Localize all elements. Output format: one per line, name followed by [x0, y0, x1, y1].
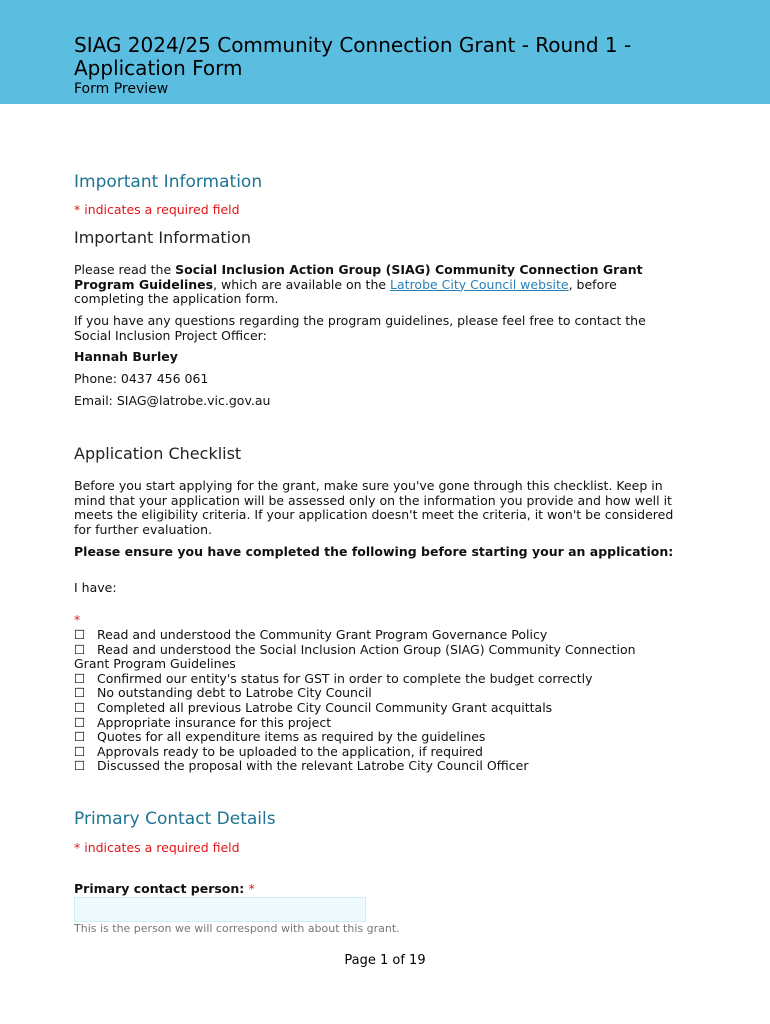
checkbox-icon[interactable]: ☐ — [74, 758, 86, 774]
contact-name: Hannah Burley — [74, 349, 178, 364]
guidelines-name: Social Inclusion Action Group (SIAG) Community Connection Grant Program Guidelines — [74, 262, 643, 292]
primary-contact-hint: This is the person we will correspond with about this grant. — [74, 922, 400, 935]
checklist-required-star: * — [74, 612, 81, 627]
primary-contact-section-title: Primary Contact Details — [74, 809, 276, 829]
form-title: SIAG 2024/25 Community Connection Grant - Round 1 - Application Form — [74, 33, 632, 80]
i-have-label: I have: — [74, 580, 117, 595]
contact-email: Email: SIAG@latrobe.vic.gov.au — [74, 393, 271, 408]
page-number: Page 1 of 19 — [344, 953, 426, 968]
required-star: * — [248, 881, 255, 896]
checklist-item[interactable]: ☐ Discussed the proposal with the relevant Latrobe City Council Officer — [74, 758, 529, 774]
checklist-item[interactable]: ☐ Confirmed our entity's status for GST in order to complete the budget correctly — [74, 670, 593, 686]
checklist-intro: Before you start applying for the grant, make sure you've gone through this checklist. Keep in mind that your application will be assessed only on the information you provide and how well it meets the eligibility criteria. If your application doesn't meet the criteria, it won't be considered for further evaluation. — [74, 478, 674, 537]
checkbox-icon[interactable]: ☐ — [74, 670, 86, 686]
required-field-note: * indicates a required field — [74, 840, 240, 855]
required-field-note: * indicates a required field — [74, 202, 240, 217]
guidelines-suffix: , before completing the application form. — [74, 276, 617, 307]
checklist-item[interactable]: ☐ Quotes for all expenditure items as required by the guidelines — [74, 729, 486, 745]
guidelines-prefix: Please read the — [74, 262, 176, 277]
primary-contact-input[interactable] — [74, 897, 366, 922]
checkbox-icon[interactable]: ☐ — [74, 685, 86, 701]
checklist-heading: Application Checklist — [74, 444, 242, 463]
checkbox-icon[interactable]: ☐ — [74, 743, 86, 759]
checklist-item[interactable]: ☐ Approvals ready to be uploaded to the application, if required — [74, 743, 483, 759]
checkbox-icon[interactable]: ☐ — [74, 641, 86, 657]
checkbox-icon[interactable]: ☐ — [74, 699, 86, 715]
primary-contact-label: Primary contact person: * — [74, 881, 255, 896]
council-website-link[interactable]: Latrobe City Council website — [390, 276, 569, 292]
checklist-item[interactable]: ☐ Completed all previous Latrobe City Council Community Grant acquittals — [74, 699, 553, 715]
checklist-item[interactable]: ☐ Read and understood the Community Grant Program Governance Policy — [74, 627, 548, 642]
checklist-item[interactable]: ☐ No outstanding debt to Latrobe City Council — [74, 685, 372, 701]
checkbox-icon[interactable]: ☐ — [74, 729, 86, 745]
important-section-title: Important Information — [74, 172, 263, 192]
form-subtitle: Form Preview — [74, 81, 169, 97]
checklist-instruction: Please ensure you have completed the following before starting your an application: — [74, 544, 674, 559]
checklist-items — [74, 628, 674, 774]
guidelines-mid: , which are available on the — [213, 276, 391, 292]
checkbox-icon[interactable]: ☐ — [74, 714, 86, 730]
checklist-item[interactable]: ☐ Appropriate insurance for this project — [74, 714, 332, 730]
guidelines-paragraph — [74, 263, 674, 307]
important-heading: Important Information — [74, 228, 252, 247]
questions-paragraph: If you have any questions regarding the program guidelines, please feel free to contact the Social Inclusion Project Officer: — [74, 313, 646, 343]
contact-phone: Phone: 0437 456 061 — [74, 371, 209, 386]
checkbox-icon[interactable]: ☐ — [74, 627, 86, 642]
page-header — [0, 0, 770, 104]
checklist-item[interactable]: ☐ Read and understood the Social Inclusion Action Group (SIAG) Community Connection Grant Program Guidelines — [74, 641, 636, 672]
